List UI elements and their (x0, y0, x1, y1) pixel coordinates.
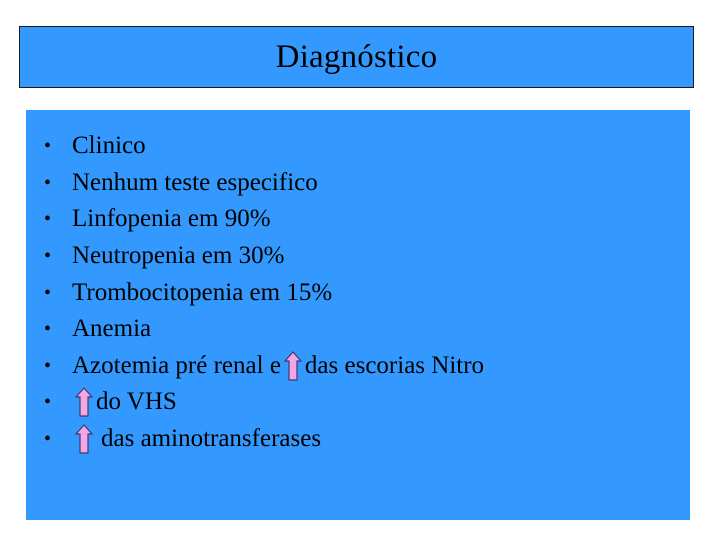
list-item-text: Azotemia pré renal e (72, 351, 281, 379)
list-item-text: Linfopenia em 90% (72, 205, 271, 233)
list-item-text: das escorias Nitro (304, 351, 485, 379)
bullet-marker: • (44, 281, 52, 304)
bullet-marker: • (44, 428, 52, 451)
bullet-marker: • (44, 245, 52, 268)
bullet-marker: • (44, 171, 52, 194)
bullet-marker: • (44, 208, 52, 231)
slide-title: Diagnóstico (275, 38, 438, 75)
content-panel (26, 110, 690, 520)
list-item-text: Nenhum teste especifico (72, 168, 318, 196)
bullet-marker: • (44, 391, 52, 414)
title-box (19, 26, 694, 88)
up-arrow-icon (75, 387, 93, 417)
list-item-text: das aminotransferases (101, 425, 322, 453)
list-item-text: Neutropenia em 30% (72, 242, 285, 270)
list-item-text: do VHS (96, 388, 177, 416)
bullet-marker: • (44, 318, 52, 341)
list-item-text: Trombocitopenia em 15% (72, 278, 333, 306)
up-arrow-icon (75, 424, 93, 454)
list-item-text: Clinico (72, 132, 146, 160)
bullet-marker: • (44, 354, 52, 377)
up-arrow-icon (284, 351, 302, 381)
bullet-marker: • (44, 135, 52, 158)
list-item-text: Anemia (72, 315, 152, 343)
